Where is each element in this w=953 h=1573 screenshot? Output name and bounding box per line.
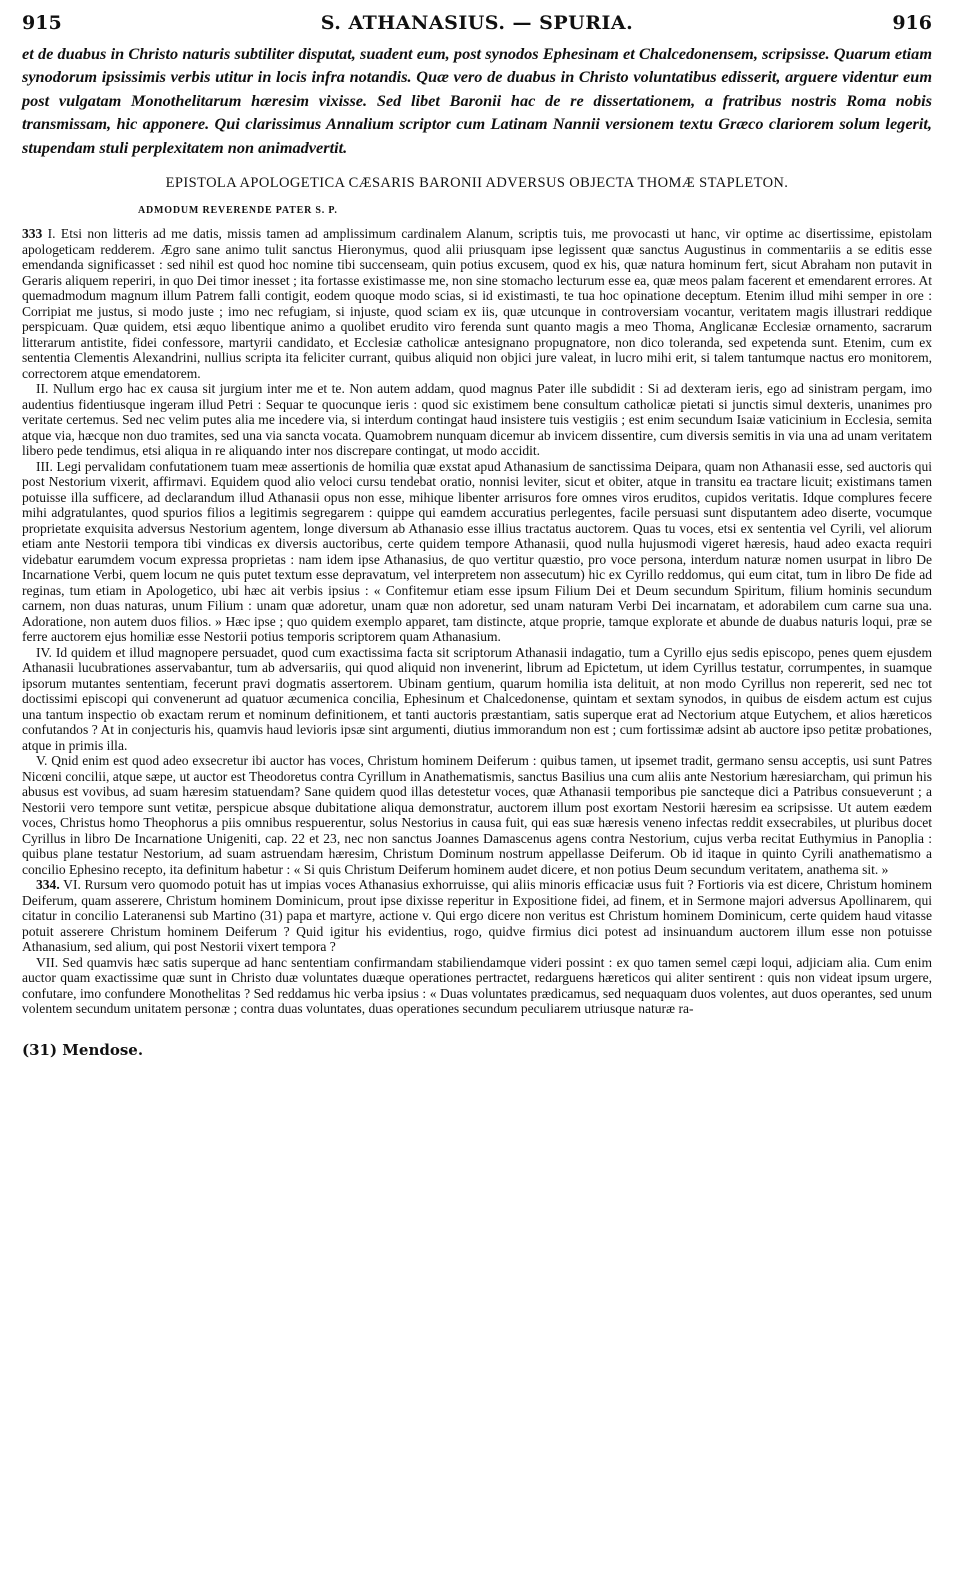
- paragraph-label: IV.: [36, 644, 52, 660]
- paragraph-text: Rursum vero quomodo potuit has ut impias voces Athanasius exhorruisse, qui aliis minoris efficaciæ usus fuit ? Fortioris via est dicere, Christum hominem Deiferum, quam asserere, Christum hominem Dominicum, prout ipse dixisse reperitur in Expositione fidei, ad finem, et in Sermone majori adversus Apollinarem, qui citatur in concilio Lateranensi sub Martino (31) papa et martyre, actione v. Qui ergo dicere non veritus est Christum hominem Dominicum, certe quidem haud vitasse potuit asserere Christum hominem Deiferum ? Quid igitur his evidentius, rogo, quidve firmius dici potest ad insinuandum auctorem illum esse non potuisse Athanasium, sed alium, qui post Nestorii vixert tempora ?: [22, 877, 932, 955]
- page-number-left: 915: [22, 12, 62, 34]
- paragraph-3: [22, 459, 932, 645]
- column-marker: 333: [22, 226, 43, 242]
- paragraph-label: III.: [36, 458, 53, 474]
- salutation: ADMODUM REVERENDE PATER S. P.: [138, 205, 338, 217]
- paragraph-label: I.: [47, 226, 56, 242]
- paragraph-text: Nullum ergo hac ex causa sit jurgium inter me et te. Non autem addam, quod magnus Pater ille subdidit : Si ad dexteram ieris, ego ad sinistram pergam, imo audentius fidentiusque ingeram illud Petri : Sequar te quocunque ieris : quod sic existimem bene consultum catholicæ pietati si junctis simul dexteris, unanimes pro veritate certemus. Sed nec velim putes alia me incedere via, si interdum contingat haud insistere tuis vestigiis ; est enim secundum Isaiæ vaticinium in Ecclesia, semita atque via, hæcque non duo tramites, sed una via sancta vocata. Quamobrem nunquam dicemur ab invicem dissentire, cum diversis semitis in via una ad unam veritatem libero pede tendimus, etsi aliqua in re aliquando inter nos discrepare contingat, ut modo accidit.: [22, 381, 933, 459]
- paragraph-text: Qnid enim est quod adeo exsecretur ibi auctor has voces, Christum hominem Deiferum : quibus tamen, ut ipsemet tradit, germano sensu acceptis, usi sunt Patres Nicœni concilii, atque sæpe, ut auctor est Theodoretus contra Cyrillum in Anathematismis, sanctus Basilius una cum aliis ante Nestorium hæresiarcham, qui primun his abusus est vovibus, ad suam hæresim statuendam? Sane quidem quod illas detestetur voces, quæ Athanasii temporibus pie sancteque dici a Patribus consueverunt ; a Nestorii vero tempore sunt vetitæ, perspicue absque dubitatione aliqua demonstratur, auctorem illum post exortam Nestorii hæresim ea scripsisse. Ut autem eædem voces, Christus homo Theophorus a piis omnibus respuerentur, solus Nestorius in causa fuit, qui eas suæ hæresis veneno infectas reddit exsecrabiles, ut pluribus docet Cyrillus in libro De Incarnatione Unigeniti, cap. 22 et 23, nec non sanctus Joannes Damascenus agens contra Nestorium, cujus verba recitat Euthymius in Panoplia : quibus plane testatur Nestorium, ad suam astruendam hæresim, Christum Dominum nostrum appellasse Deiferum. Ob id itaque in quinto Cyrili anathematismo a concilio Ephesino recepto, ita definitum habetur : « Si quis Christum Deiferum hominem audet dicere, et non potius Deum secundum veritatem, anathema sit. »: [22, 753, 932, 877]
- page: [22, 12, 932, 1059]
- running-header: [22, 12, 932, 38]
- paragraph-label: II.: [36, 381, 49, 397]
- paragraph-7: [22, 955, 932, 1017]
- paragraph-1: [22, 226, 932, 381]
- paragraph-text: Etsi non litteris ad me datis, missis tamen ad amplissimum cardinalem Alanum, scriptis tuis, me provocasti ut hanc, vir optime ac disertissime, epistolam apologeticam redderem. Ægro sane animo tulit sanctus Hieronymus, quod alii priusquam ipse legissent quæ sanctus Augustinus in commentariis a se editis esse emendanda significasset : sed nihil est quod hoc nomine tibi succenseam, quin potius excusem, quod ex his, quæ natura hominum fert, sicut Abraham non putavit in Geraris aliquem reperiri, in quo Dei timor inesset ; ita fortasse existimasse me, non sine stomacho lecturum esse ea, quæ meos palam facerent et emendarent errores. At quemadmodum magnum illum Patrem falli contigit, eodem quoque modo scias, si id existimasti, te tua hoc opinatione deceptum. Etenim illud mihi semper in ore : Corripiat me justus, si modo juste ; imo nec refugiam, si injuste, quod sciam ex iis, quæ utcunque in controversiam vocantur, veritatem magis illustrari reddique perspicuam. Quæ quidem, etsi æquo libentique animo a quolibet erudito viro ferenda sunt quanto magis a meo Thoma, Anglicanæ Ecclesiæ ornamento, sacrarum litterarum antistite, fidei confessore, martyrii candidato, et Ecclesiæ catholicæ antesignano propugnatore, non dico toleranda, sed expetenda sunt. Etenim, cum ex sententia Clementis Alexandrini, nullius scripta ita feliciter currant, quibus aliquid non objici jure valeat, in lucro mihi erit, si talem tantumque nactus ero monitorem, correctorem atque emendatorem.: [22, 226, 932, 381]
- paragraph-text: Legi pervalidam confutationem tuam meæ assertionis de homilia quæ exstat apud Athanasium de sanctissima Deipara, quam non Athanasii esse, sed auctoris qui post Nestorium vixerit, affirmavi. Equidem quod alio veloci cursu tendebat oratio, nonnisi leviter, sicut et obiter, atque in transitu ea tractare licuit; existimans tamen potuisse illa sufficere, ad declarandum illud Athanasii opus non esse, mihique libenter arrisuros fore omnes viros eruditos, cupidos veritatis. Idque complures fecere mihi adgratulantes, quod spurios filios a legitimis segregarem : quippe qui eamdem accuratius perlegentes, facile persuasi sunt disputantem adeo diserte, vocumque proprietate exquisita adversus Nestorium agentem, longe diversum ab Athanasio esse illius tractatus auctorem. Quas tu voces, etsi ex sententia vel Cyrili, vel aliorum etiam ante Nestorii tempora tibi vindicas ex diversis auctoribus, certe quidem tempore Athanasii, quod nulla hujusmodi vigeret hæresis, haud adeo exacta requiri videbatur earumdem vocum expressa proprietas : nam idem ipse Athanasius, de quo vertitur quæstio, pro voce persona, interdum naturæ nomen usurpat in libro De Incarnatione Verbi, quem locum ne quis putet textum esse depravatum, vel interpretem non assecutum) hic ex Cyrillo reddomus, qui eum citat, tum in libro De fide ad reginas, tum etiam in Apologetico, ubi hæc ait verbis ipsius : « Confitemur etiam esse ipsum Filium Dei et Deum secundum Spiritum, filium hominis secundum carnem, non duas naturas, unum Filium : unam quæ adoretur, unam quæ non adoretur, sed unam naturam Verbi Dei incarnatam, et adorabilem cum carne sua una. Adoratione, non autem duos filios. » Hæc ipse ; quo quidem exemplo apparet, tam distincte, atque proprie, tamque explorate et abunde de duabus naturis loqui, præ se ferre auctorem ejus homiliæ esse Nestorii potius temporis scriptorem quam Athanasium.: [22, 458, 932, 645]
- paragraph-2: [22, 381, 932, 459]
- paragraph-4: [22, 645, 932, 754]
- intro-paragraph: et de duabus in Christo naturis subtiliter disputat, suadent eum, post synodos Ephesinam et Chalcedonensem, scripsisse. Quarum etiam synodorum ipsissimis verbis utitur in locis infra notandis. Quæ vero de duabus in Christo voluntatibus edisserit, arguere videntur eum post vulgatam Monothelitarum hæresim vixisse. Sed libet Baronii hac de re dissertationem, a fratribus nostris Roma nobis transmissam, hic apponere. Qui clarissimus Annalium scriptor cum Latinam Nannii versionem textu Græco clariorem solum legerit, stupendam stuli perplexitatem non animadvertit.: [22, 44, 932, 157]
- epistle-heading: EPISTOLA APOLOGETICA CÆSARIS BARONII ADVERSUS OBJECTA THOMÆ STAPLETON.: [165, 175, 789, 192]
- paragraph-text: Sed quamvis hæc satis superque ad hanc sententiam confirmandam stabiliendamque videri possint : ex quo tamen semel cæpi loqui, adjiciam alia. Cum enim auctor quam exactissime quæ sunt in Christo duæ voluntates duæque operationes pertractet, redarguens hæreticos qui aliter sentirent : quis non videat ipsum urgere, confutare, imo confundere Monothelitas ? Sed reddamus hic verba ipsius : « Duas voluntates prædicamus, sed nequaquam duos volentes, aut duos operantes, sed unum volentem secundum unitatem personæ ; contra duas voluntates, duas operationes secundum peculiarem utriusque naturæ ra-: [22, 954, 932, 1017]
- running-title: S. ATHANASIUS. — SPURIA.: [320, 12, 634, 34]
- paragraph-label: V.: [36, 753, 48, 769]
- paragraph-text: Id quidem et illud magnopere persuadet, quod cum exactissima facta sit scriptorum Athanasii indagatio, tum a Cyrillo ejus sedis episcopo, penes quem ejusdem Athanasii lucubrationes asservabantur, tum ab adversariis, qui quod aliquid non invenerint, librum ad Epictetum, ut idem Cyrillus testatur, corrumpentes, in suamque ipsorum mutantes sententiam, fecerunt pravi dogmatis assertorem. Ubinam gentium, quarum homilia ista delituit, at non modo Cyrillus non repererit, sed nec tot doctissimi episcopi qui convenerunt ad quatuor æcumenica concilia, Ephesinum et Chalcedonense, quintam et sextam synodos, in quibus de eisdem actum est cujus una tantum inspectio ob exactam rerum et nominum definitionem, et tanti auctoris præstantiam, satis superque erat ad Nectorium atque Eutychem, et alios hæreticos confutandos ? At in conjecturis his, quamvis haud levioris ipsæ sint argumenti, diutius immorandum non est ; cum fortissimæ adsint ab auctore ipso petitæ probationes, atque in primis illa.: [22, 644, 932, 753]
- paragraph-label: VI.: [63, 877, 81, 893]
- paragraph-6: [22, 877, 932, 955]
- footnote: (31) Mendose.: [22, 1040, 144, 1059]
- paragraph-label: VII.: [36, 954, 59, 970]
- epistle-body: [22, 226, 932, 1017]
- paragraph-5: [22, 753, 932, 877]
- page-number-right: 916: [892, 12, 932, 34]
- column-marker: 334.: [36, 877, 60, 893]
